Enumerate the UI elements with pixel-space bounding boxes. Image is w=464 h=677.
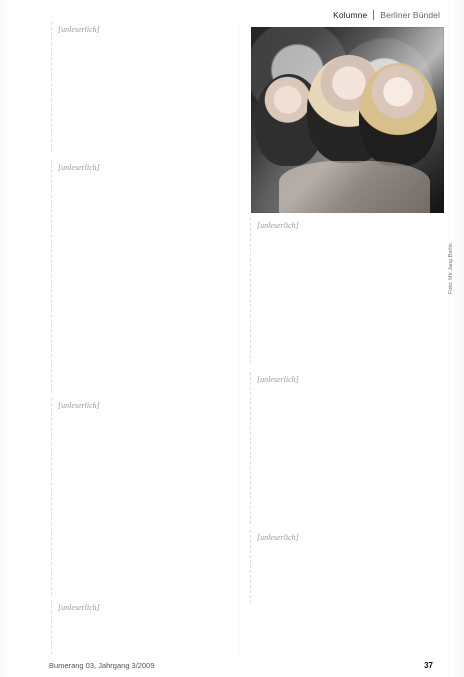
photo-arms-foreground [279,161,430,213]
header-section: Berliner Bündel [380,10,440,20]
header-divider [373,10,374,20]
photo-person-right [359,63,437,166]
left-column-block-1: [unleserlich] [51,22,229,152]
right-column-block-3: [unleserlich] [250,530,442,603]
page-number: 37 [424,661,433,670]
photo-credit: Foto: Mir Jang Berlin [448,243,454,294]
footer-publication: Bumerang 03, Jahrgang 3/2009 [49,661,155,670]
page-footer [49,661,433,670]
left-column-block-4: [unleserlich] [51,600,229,654]
left-column-block-2: [unleserlich] [51,160,229,392]
right-column-block-2: [unleserlich] [250,372,442,524]
photo-group-of-students [251,27,444,213]
left-column-block-3: [unleserlich] [51,398,229,595]
right-column-block-1: [unleserlich] [250,218,442,363]
column-rule [239,24,240,656]
header-rubric: Kolumne [333,10,368,20]
page-header [333,10,440,20]
